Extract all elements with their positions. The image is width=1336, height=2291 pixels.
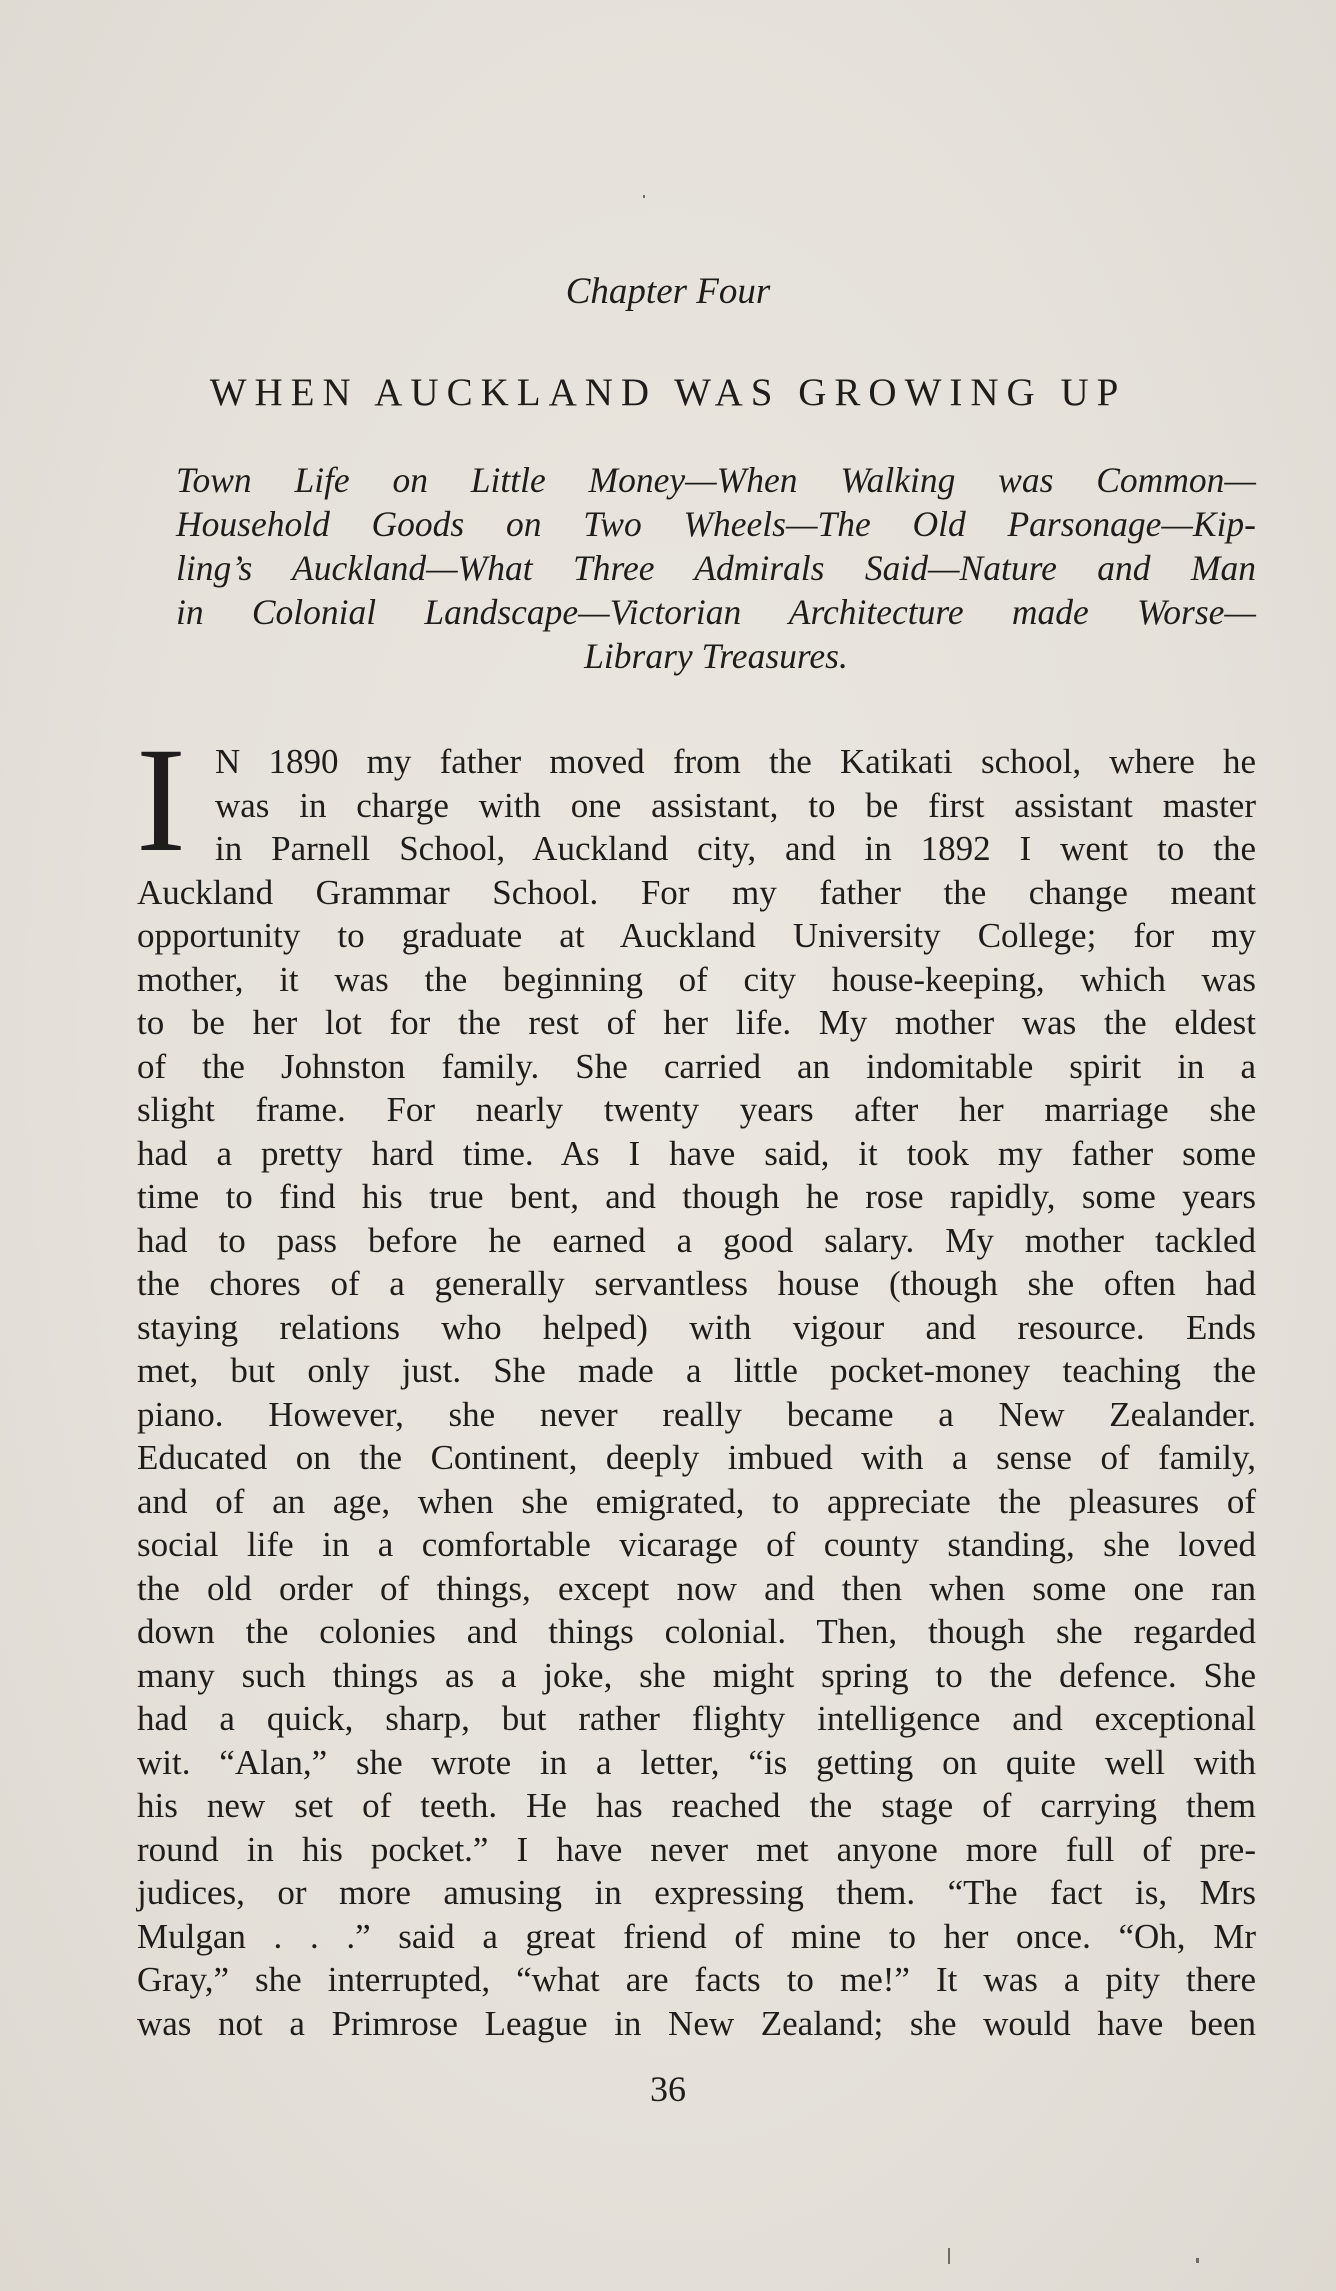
text-line: the old order of things, except now and then when some one ran (137, 1568, 1256, 1608)
text-line: round in his pocket.” I have never met anyone more full of pre- (137, 1829, 1256, 1869)
text-line: Educated on the Continent, deeply imbued with a sense of family, (137, 1438, 1256, 1477)
synopsis-line: in Colonial Landscape—Victorian Architecture made Worse— (176, 592, 1256, 632)
text-line: many such things as a joke, she might spring to the defence. She (137, 1655, 1256, 1695)
text-line: in Parnell School, Auckland city, and in 1892 I went to the (215, 829, 1256, 868)
text-line: time to find his true bent, and though he rose rapidly, some years (137, 1177, 1256, 1216)
page-number: 36 (650, 2069, 686, 2109)
text-line: Auckland Grammar School. For my father the change meant (137, 872, 1256, 912)
text-line: mother, it was the beginning of city house-keeping, which was (137, 959, 1256, 999)
synopsis-line: Library Treasures. (584, 636, 848, 676)
text-line: had to pass before he earned a good salary. My mother tackled (137, 1220, 1256, 1260)
text-line: had a quick, sharp, but rather flighty intelligence and exceptional (137, 1699, 1256, 1738)
text-line: and of an age, when she emigrated, to appreciate the pleasures of (137, 1481, 1256, 1521)
text-line: was in charge with one assistant, to be first assistant master (215, 785, 1256, 825)
text-line: was not a Primrose League in New Zealand; she would have been (137, 2003, 1256, 2043)
drop-cap: I (136, 717, 186, 883)
text-line: Mulgan . . .” said a great friend of mine to her once. “Oh, Mr (137, 1916, 1256, 1956)
text-line: wit. “Alan,” she wrote in a letter, “is getting on quite well with (137, 1742, 1256, 1782)
synopsis-line: ling’s Auckland—What Three Admirals Said—Nature and Man (176, 548, 1256, 588)
text-line: the chores of a generally servantless house (though she often had (137, 1264, 1256, 1303)
paper-speck (948, 2248, 950, 2264)
text-line: of the Johnston family. She carried an indomitable spirit in a (137, 1046, 1256, 1086)
text-line: down the colonies and things colonial. Then, though she regarded (137, 1612, 1256, 1651)
text-line: his new set of teeth. He has reached the stage of carrying them (137, 1786, 1256, 1825)
body-paragraph (137, 740, 1256, 2045)
paper-speck (643, 195, 645, 198)
text-line: social life in a comfortable vicarage of county standing, she loved (137, 1525, 1256, 1564)
chapter-label: Chapter Four (565, 271, 771, 312)
chapter-synopsis (176, 458, 1256, 678)
text-line: staying relations who helped) with vigour and resource. Ends (137, 1307, 1256, 1347)
text-line: judices, or more amusing in expressing them. “The fact is, Mrs (137, 1873, 1256, 1912)
text-line: to be her lot for the rest of her life. My mother was the eldest (137, 1003, 1256, 1042)
synopsis-line: Town Life on Little Money—When Walking was Common— (176, 460, 1256, 500)
synopsis-line: Household Goods on Two Wheels—The Old Parsonage—Kip- (176, 504, 1256, 544)
text-line: had a pretty hard time. As I have said, it took my father some (137, 1133, 1256, 1173)
text-line: N 1890 my father moved from the Katikati school, where he (215, 742, 1256, 781)
text-line: piano. However, she never really became a New Zealander. (137, 1394, 1256, 1434)
paper-speck (1196, 2258, 1199, 2263)
text-line: slight frame. For nearly twenty years after her marriage she (137, 1090, 1256, 1129)
text-line: opportunity to graduate at Auckland University College; for my (137, 916, 1256, 955)
chapter-title: WHEN AUCKLAND WAS GROWING UP (209, 371, 1127, 414)
text-line: met, but only just. She made a little pocket-money teaching the (137, 1351, 1256, 1390)
text-line: Gray,” she interrupted, “what are facts to me!” It was a pity there (137, 1960, 1256, 1999)
